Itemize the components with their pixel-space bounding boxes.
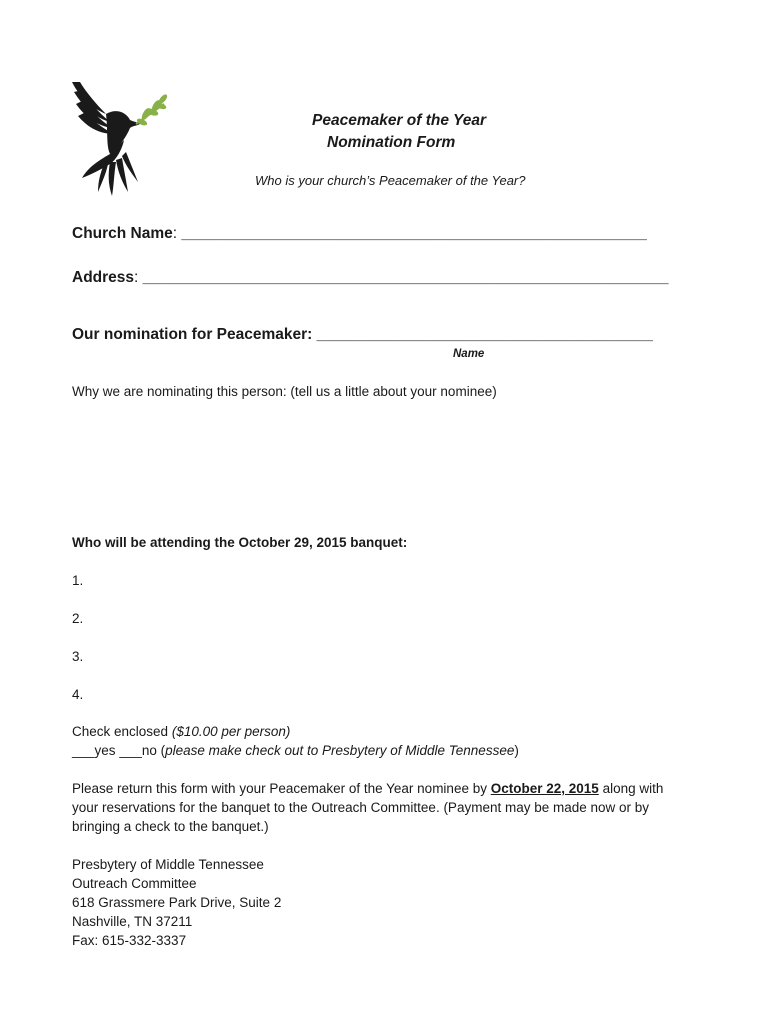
nominee-name-caption: Name (453, 348, 485, 360)
yes-blank[interactable]: ___ (72, 743, 95, 758)
nominee-label: Our nomination for Peacemaker: (72, 326, 313, 343)
payable-note: please make check out to Presbytery of Middle Tennessee (165, 743, 515, 758)
payment-options-line (72, 741, 519, 760)
no-label: no (141, 743, 157, 758)
address-line-city: Nashville, TN 37211 (72, 914, 193, 929)
payable-close-paren: ) (514, 743, 519, 758)
return-note-text-before: Please return this form with your Peacemaker of the Year nominee by (72, 781, 487, 796)
form-title-line1: Peacemaker of the Year (312, 112, 487, 129)
payable-open-paren: ( (160, 743, 166, 758)
return-note-text-after: along with (602, 781, 664, 796)
return-note-line1 (72, 779, 663, 798)
church-name-blank[interactable]: ______________________________________________________ (181, 225, 647, 242)
attendee-2[interactable]: 2. (72, 611, 84, 626)
address-line-fax: Fax: 615-332-3337 (72, 933, 187, 948)
yes-label: yes (94, 743, 116, 758)
check-enclosed-label: Check enclosed (72, 724, 169, 739)
return-note-line3: bringing a check to the banquet.) (72, 819, 269, 834)
address-line-committee: Outreach Committee (72, 876, 197, 891)
address-line-org: Presbytery of Middle Tennessee (72, 857, 264, 872)
why-nominating-prompt: Why we are nominating this person: (tell us a little about your nominee) (72, 384, 497, 399)
form-title-line2: Nomination Form (327, 134, 456, 151)
address-blank[interactable]: _____________________________________________________________ (142, 269, 669, 286)
dove-logo-icon (66, 78, 170, 202)
check-enclosed-line (72, 722, 290, 741)
address-label: Address (72, 269, 135, 286)
address-field[interactable]: Address: _____________________________________________________________ (72, 269, 669, 286)
return-deadline: October 22, 2015 (490, 781, 599, 796)
form-subtitle: Who is your church’s Peacemaker of the Year? (255, 173, 526, 188)
mailing-address-block (72, 855, 281, 950)
attendee-1[interactable]: 1. (72, 573, 84, 588)
nominee-field[interactable] (72, 326, 653, 344)
address-line-street: 618 Grassmere Park Drive, Suite 2 (72, 895, 282, 910)
no-blank[interactable]: ___ (119, 743, 142, 758)
nominee-blank[interactable]: _______________________________________ (316, 326, 653, 343)
attendee-3[interactable]: 3. (72, 649, 84, 664)
return-note-line2: your reservations for the banquet to the Outreach Committee. (Payment may be made now or by (72, 800, 650, 815)
attendance-heading: Who will be attending the October 29, 2015 banquet: (72, 535, 408, 550)
check-price: ($10.00 per person) (171, 724, 291, 739)
attendee-4[interactable]: 4. (72, 687, 84, 702)
church-name-label: Church Name (72, 225, 173, 242)
church-name-field[interactable]: Church Name: ______________________________________________________ (72, 225, 647, 242)
